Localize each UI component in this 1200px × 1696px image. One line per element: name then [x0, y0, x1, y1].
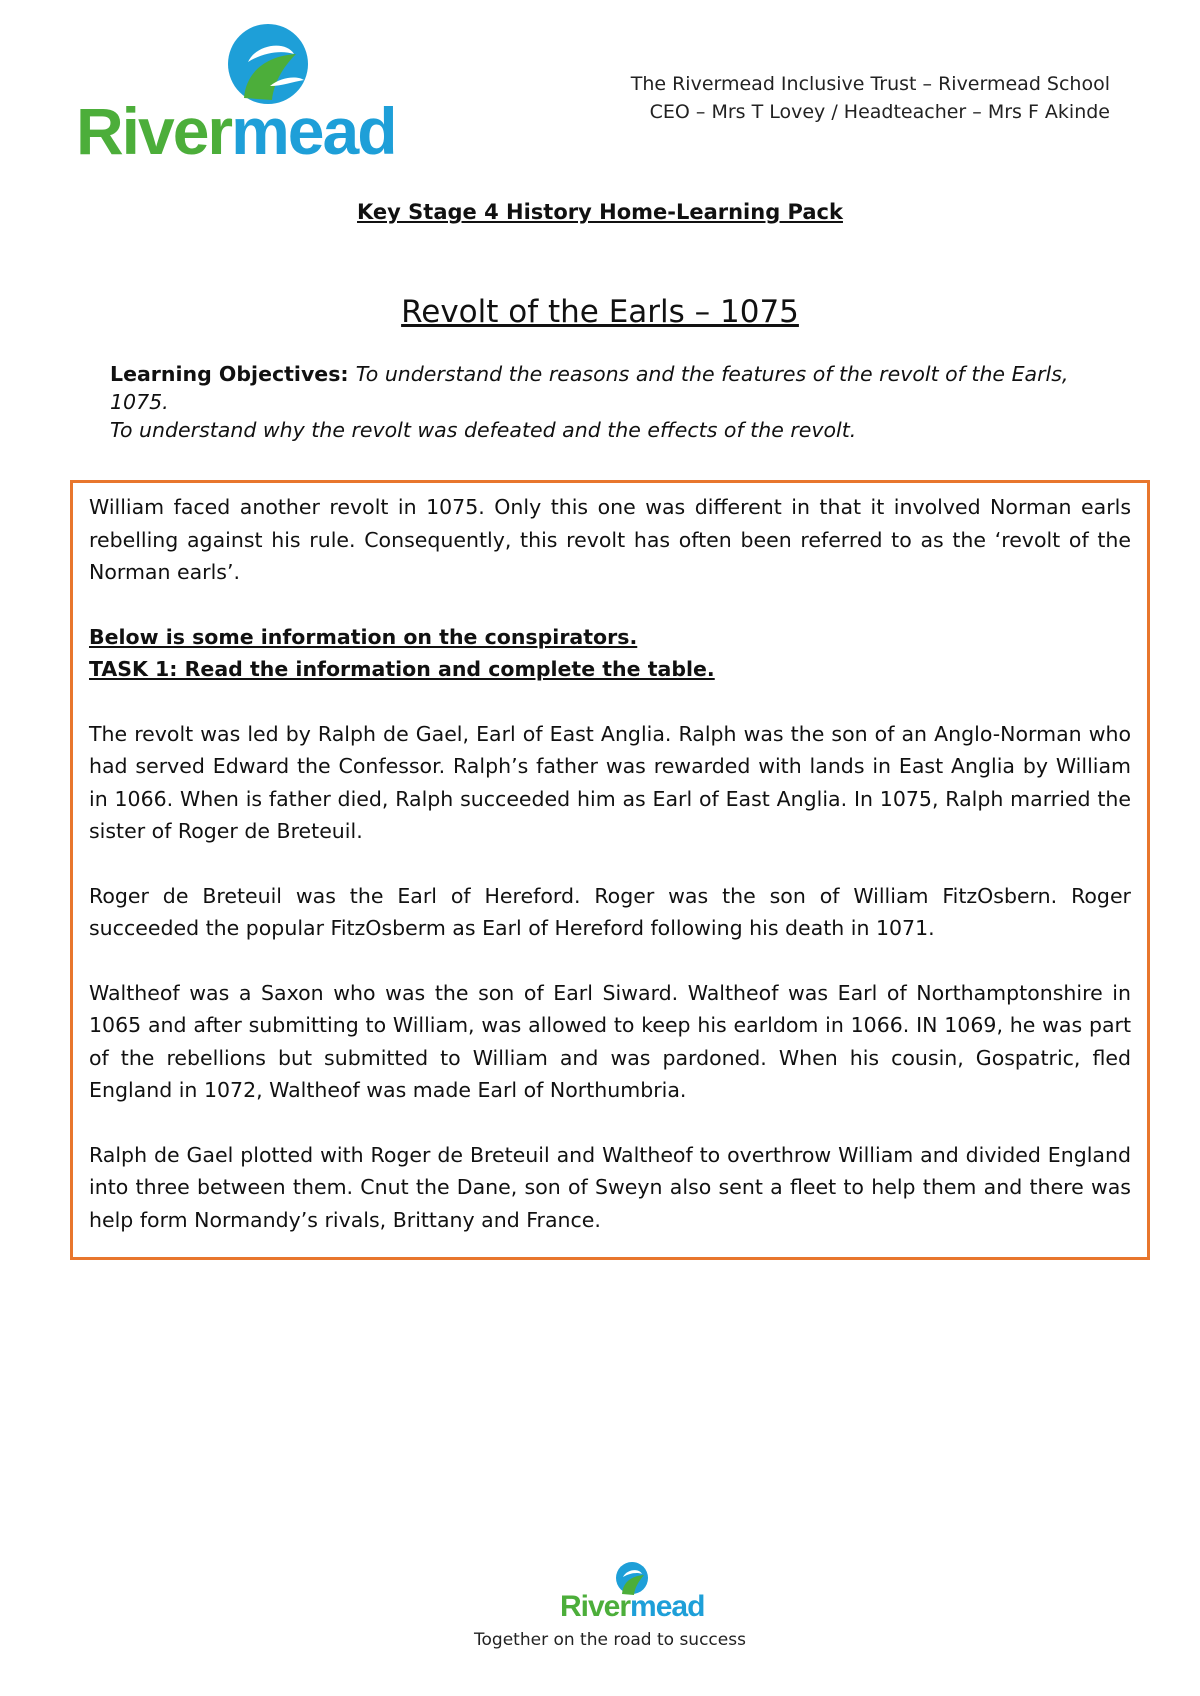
rivermead-logo — [76, 20, 426, 170]
trust-line: The Rivermead Inclusive Trust – Rivermead School — [630, 73, 1110, 95]
ralph-paragraph: The revolt was led by Ralph de Gael, Earl of East Anglia. Ralph was the son of an Anglo-Norman who had served Edward the Confessor. Ralph’s father was rewarded with lands in East Anglia by William in 1066. When is father died, Ralph succeeded him as Earl of East Anglia. In 1075, Ralph married the sister of Roger de Breteuil. — [89, 721, 1131, 843]
footer-logo — [560, 1560, 720, 1630]
objective-2: To understand why the revolt was defeated and the effects of the revolt. — [110, 418, 857, 442]
task-block — [89, 621, 1131, 686]
roger-paragraph: Roger de Breteuil was the Earl of Hereford. Roger was the son of William FitzOsbern. Roger succeeded the popular FitzOsberm as Earl of Hereford following his death in 1071. — [89, 883, 1131, 940]
plot-paragraph: Ralph de Gael plotted with Roger de Breteuil and Waltheof to overthrow William and divided England into three between them. Cnut the Dane, son of Sweyn also sent a fleet to help them and there was help form Normandy’s rivals, Brittany and France. — [89, 1142, 1131, 1232]
logo-wordmark — [76, 94, 396, 168]
header-info — [631, 70, 1110, 126]
info-box — [70, 480, 1150, 1260]
task-heading: Below is some information on the conspirators. — [89, 624, 638, 649]
staff-line: CEO – Mrs T Lovey / Headteacher – Mrs F Akinde — [649, 101, 1110, 123]
footer-wordmark — [560, 1592, 704, 1622]
footer-tagline: Together on the road to success — [474, 1630, 746, 1650]
pack-title: Key Stage 4 History Home-Learning Pack — [357, 200, 843, 224]
task-instruction: TASK 1: Read the information and complete the table. — [89, 657, 715, 681]
page-title: Revolt of the Earls – 1075 — [401, 294, 799, 330]
learning-objectives: Learning Objectives: To understand the reasons and the features of the revolt of the Earls, 1075. To understand why the revolt was defeated and the effects of the revolt. — [110, 362, 1069, 442]
objective-1: To understand the reasons and the features of the revolt of the Earls, 1075. — [110, 362, 1069, 414]
logo-word-blue: mead — [231, 94, 396, 168]
logo-word-green: River — [76, 94, 232, 168]
objectives-label: Learning Objectives — [110, 362, 341, 386]
intro-paragraph: William faced another revolt in 1075. Only this one was different in that it involved Norman earls rebelling against his rule. Consequently, this revolt has often been referred to as the ‘revolt of the Norman earls’. — [89, 495, 1131, 584]
waltheof-paragraph: Waltheof was a Saxon who was the son of Earl Siward. Waltheof was Earl of Northamptonshire in 1065 and after submitting to William, was allowed to keep his earldom in 1066. IN 1069, he was part of the rebellions but submitted to William and was pardoned. When his cousin, Gospatric, fled England in 1072, Waltheof was made Earl of Northumbria. — [89, 980, 1131, 1102]
footer-word-green: River — [560, 1590, 631, 1623]
footer-word-blue: mead — [630, 1590, 705, 1623]
